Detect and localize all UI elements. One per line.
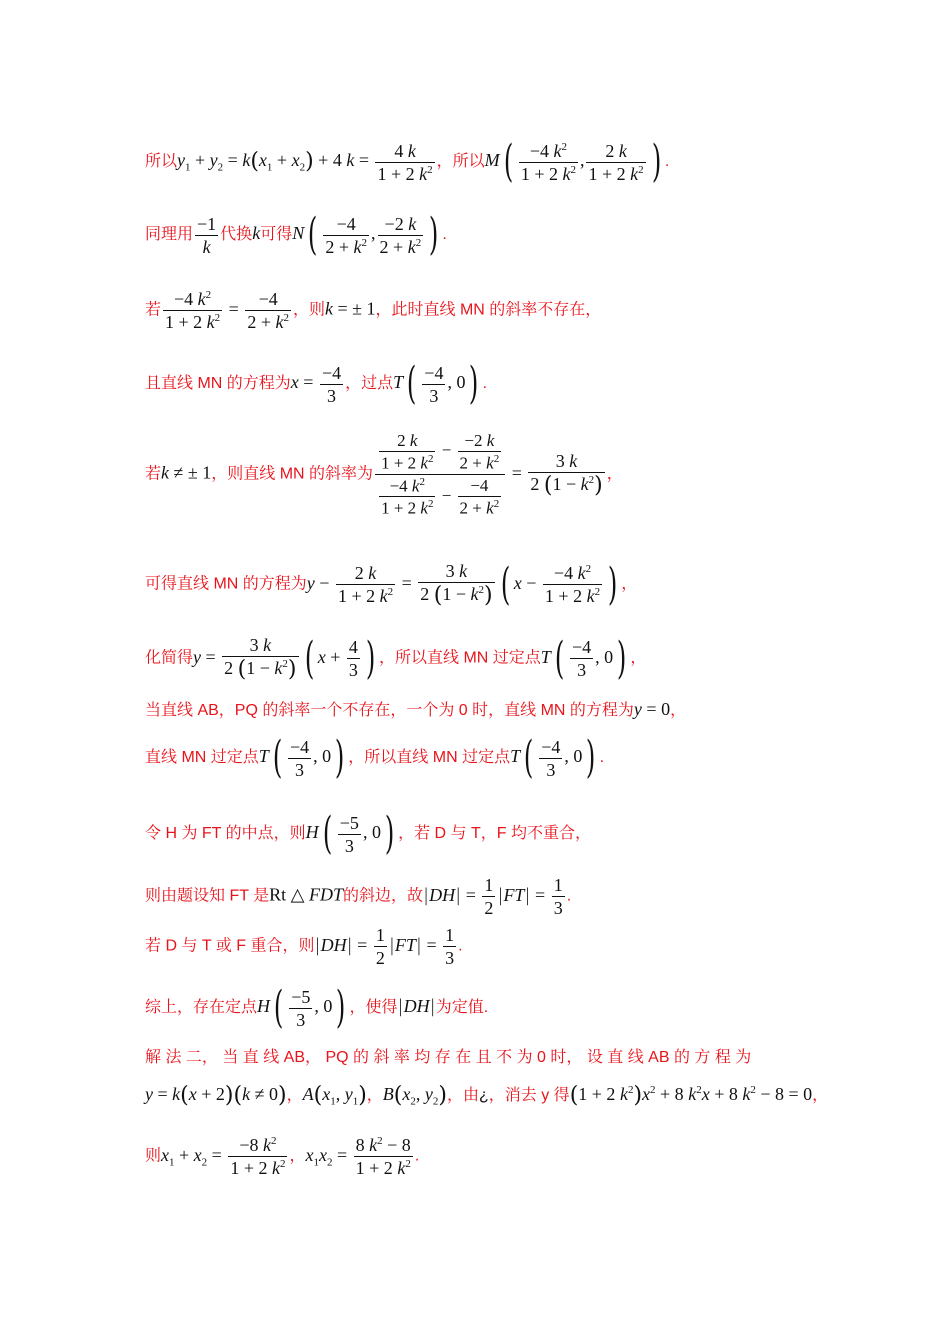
text: ，则 xyxy=(292,301,325,319)
text: ， xyxy=(366,1087,383,1105)
text: ， xyxy=(812,1087,829,1105)
line-coincide-case: 若 D 与 T 或 F 重合，则|DH| = $\frac{1}{2}$ |FT| = $\frac{1}{3}$ . xyxy=(145,925,463,968)
text: ，所以 xyxy=(436,153,485,171)
text: 直线 MN 过定点 xyxy=(145,749,259,767)
text: 令 H 为 FT 的中点，则 xyxy=(145,825,306,843)
text: ， xyxy=(606,465,623,483)
text: ¿ xyxy=(479,1087,489,1105)
text: ，此时直线 MN 的斜率不存在， xyxy=(375,301,602,319)
line-midpoint-H: 令 H 为 FT 的中点，则H( $\frac{-5}{3}$ , 0) ，若 D 与 T，F 均不重合， xyxy=(145,808,591,859)
line-vertical-MN: 且直线 MN 的方程为x = $\frac{-4}{3}$ ，过点T( $\frac{-4}{3}$ , 0) . xyxy=(145,358,488,409)
text: 当直线 AB，PQ 的斜率一个不存在，一个为 0 时，直线 MN 的方程为 xyxy=(145,702,634,719)
line-hypotenuse: 则由题设知 FT 是Rt △ FDT的斜边，故|DH| = $\frac{1}{2}$ |FT| = $\frac{1}{3}$ . xyxy=(145,875,572,918)
text: ， xyxy=(621,575,638,593)
text: 则由题设知 FT 是 xyxy=(145,887,270,905)
text: 若 D 与 T 或 F 重合，则 xyxy=(145,937,315,955)
text: 的斜边，故 xyxy=(343,887,424,905)
line-line-AB: y = k(x + 2)(k ≠ 0)，$A(x_1$, $y_1$)，$B(x_2$, $y_2$)，由¿，消去 y 得(1 + 2 $k^2)x^2 + 8$ $k^2x + 8$ $k^2 - 8 = 0$， xyxy=(145,1083,829,1108)
text: 且直线 MN 的方程为 xyxy=(145,375,291,393)
text: 若 xyxy=(145,301,162,319)
text: 代换 xyxy=(220,226,253,244)
text: 可得 xyxy=(260,226,293,244)
text: ，则直线 MN 的斜率为 xyxy=(211,465,374,483)
text: ， xyxy=(289,1147,306,1165)
text: 综上，存在定点 xyxy=(145,999,258,1017)
line-method-two xyxy=(145,1050,751,1066)
line-slope-MN: 若k ≠ ± 1，则直线 MN 的斜率为 $\frac{2 k}{1 + 2 k^2}$ − $\frac{-2 k}{2 + k^2}$ $\frac{-4 k^2}{1 + 2 k^2}$ − $\frac{-4}{2 + k^2}$ = $\frac{3 k}{2 (1 - k^2)}$ ， xyxy=(145,431,623,518)
text: 则 xyxy=(145,1147,162,1165)
text: ，由 xyxy=(446,1087,479,1105)
line-case-k-pm1: 若 $\frac{-4 k^2}{1 + 2 k^2}$ = $\frac{-4}{2 + k^2}$ ，则k = ± 1，此时直线 MN 的斜率不存在， xyxy=(145,289,602,332)
text: 若 xyxy=(145,465,162,483)
text: ，使得 xyxy=(349,999,398,1017)
text: ， xyxy=(670,702,687,719)
text: 为定值. xyxy=(435,999,489,1017)
line-fixed-point-T: 直线 MN 过定点T( $\frac{-4}{3}$ , 0) ，所以直线 MN 过定点T( $\frac{-4}{3}$ , 0) . xyxy=(145,732,605,783)
text: ， xyxy=(286,1087,303,1105)
line-midpoint-M: 所以$y_1 + y_2 = k(x_1 + x_2) + 4$ k = $\frac{4 k}{1 + 2 k^2}$ ，所以M( $\frac{-4 k^2}{1 + 2 k^2}$ , $\frac{2 k}{1 + 2 k^2}$ ) . xyxy=(145,136,670,187)
line-special-case: 当直线 AB，PQ 的斜率一个不存在，一个为 0 时，直线 MN 的方程为y = 0， xyxy=(145,699,687,719)
line-eq-MN: 可得直线 MN 的方程为y − $\frac{2 k}{1 + 2 k^2}$ = $\frac{3 k}{2 (1 - k^2)}$ ( x − $\frac{-4 k^2}{1 + 2 k^2}$ ) ， xyxy=(145,558,638,610)
text: 解 法 二， 当 直 线 AB， PQ 的 斜 率 均 存 在 且 不 为 0 时， 设 直 线 AB 的 方 程 为 xyxy=(145,1049,752,1066)
text: ，若 D 与 T，F 均不重合， xyxy=(398,825,591,843)
text: ，过点 xyxy=(345,375,394,393)
text: 同理用 xyxy=(145,226,194,244)
line-midpoint-N: 同理用 $\frac{-1}{k}$ 代换k可得N( $\frac{-4}{2 + k^2}$ , $\frac{-2 k}{2 + k^2}$ ) . xyxy=(145,209,447,260)
text: ，所以直线 MN 过定点 xyxy=(348,749,511,767)
line-conclusion: 综上，存在定点H( $\frac{-5}{3}$ , 0) ，使得|DH|为定值. xyxy=(145,982,489,1033)
text: 化简得 xyxy=(145,649,194,667)
text: 可得直线 MN 的方程为 xyxy=(145,575,307,593)
line-vieta: 则$x_1 + x_2$ = $\frac{-8 k^2}{1 + 2 k^2}$ ，$x_1x_2$ = $\frac{8 k^2 - 8}{1 + 2 k^2}$ . xyxy=(145,1135,420,1178)
text: ，消去 y 得 xyxy=(488,1087,570,1105)
text: ，所以直线 MN 过定点 xyxy=(379,649,541,667)
line-simplified: 化简得y = $\frac{3 k}{2 (1 - k^2)}$ ( x + $\frac{4}{3}$ ) ，所以直线 MN 过定点T( $\frac{-4}{3}$ , 0) ， xyxy=(145,632,647,684)
text: ， xyxy=(630,649,647,667)
text: 所以 xyxy=(145,153,178,171)
